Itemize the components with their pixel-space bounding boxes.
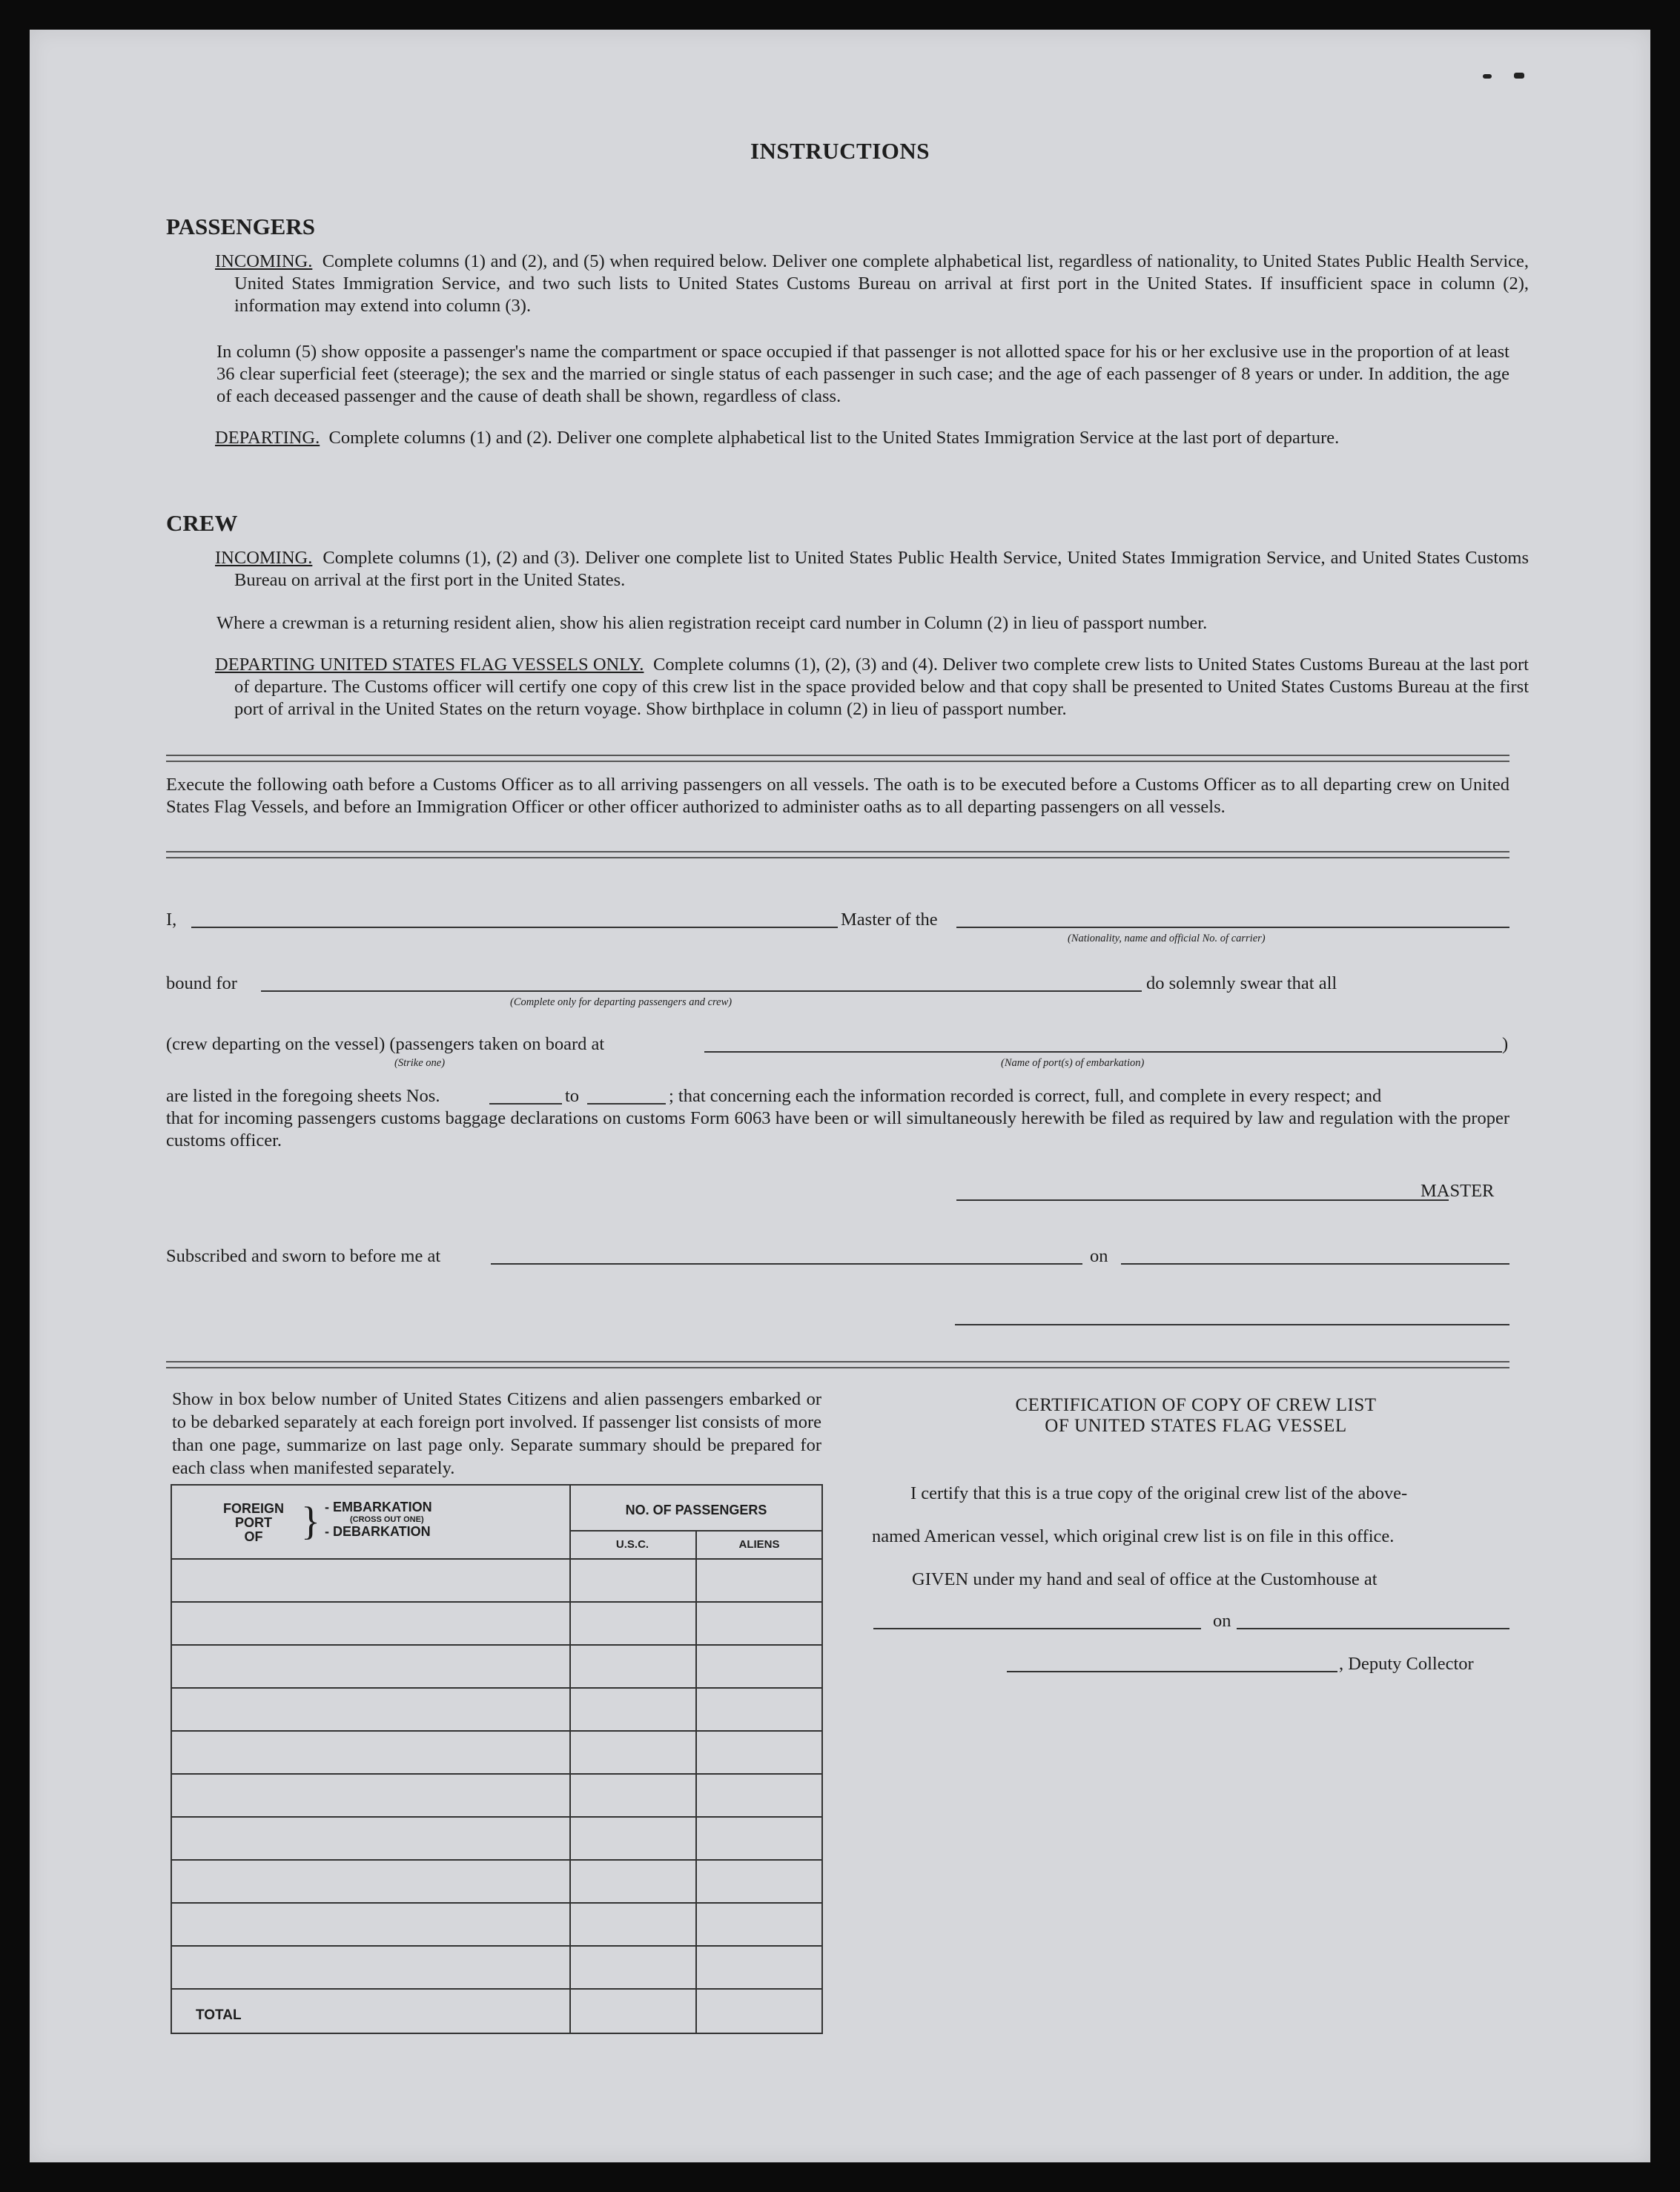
sworn-on-label: on	[1090, 1246, 1108, 1266]
close-paren: )	[1502, 1034, 1509, 1054]
oath-instructions: Execute the following oath before a Customs Officer as to all arriving passengers on all vessels. The oath is to be executed before a Customs Officer as to all departing crew on United States Flag Vessels, and before an Immigration Officer or other officer authorized to administer oaths as to all departing passengers on all vessels.	[166, 775, 1509, 817]
brace: }	[301, 1499, 320, 1543]
passengers-heading: PASSENGERS	[166, 213, 315, 239]
table-row[interactable]	[172, 1644, 821, 1646]
double-rule	[166, 851, 1509, 858]
crew-incoming-lead: INCOMING.	[215, 548, 313, 568]
embarkation-option: - EMBARKATION	[325, 1500, 432, 1514]
certify-line3: GIVEN under my hand and seal of office at the Customhouse at	[912, 1569, 1378, 1589]
destination-hint: (Complete only for departing passengers and crew)	[510, 996, 732, 1008]
embarkation-port-field[interactable]	[704, 1051, 1502, 1053]
strike-one-hint: (Strike one)	[394, 1057, 446, 1069]
passengers-incoming-lead: INCOMING.	[215, 251, 313, 271]
crew-incoming-paragraph	[215, 547, 1529, 592]
certification-heading-line2: OF UNITED STATES FLAG VESSEL	[1045, 1416, 1347, 1436]
master-name-field[interactable]	[191, 927, 838, 928]
crew-departing-paragraph	[215, 654, 1529, 721]
table-row[interactable]	[172, 1601, 821, 1603]
certify-on-label: on	[1213, 1611, 1231, 1631]
table-row[interactable]	[172, 1945, 821, 1947]
crew-departing-lead: DEPARTING UNITED STATES FLAG VESSELS ONLY.	[215, 655, 644, 675]
sheet-to-field[interactable]	[587, 1103, 666, 1105]
table-divider	[569, 1486, 571, 2033]
table-divider	[695, 1530, 697, 2033]
document-page	[30, 30, 1650, 2162]
swear-label: do solemnly swear that all	[1146, 973, 1337, 993]
crew-heading: CREW	[166, 510, 238, 536]
subscribed-label: Subscribed and sworn to before me at	[166, 1246, 441, 1266]
double-rule	[166, 1361, 1509, 1368]
sworn-date-field[interactable]	[1121, 1263, 1509, 1265]
page-title: INSTRUCTIONS	[750, 138, 930, 164]
table-row[interactable]	[172, 1988, 821, 1990]
no-passengers-header: NO. OF PASSENGERS	[625, 1503, 767, 1517]
total-label: TOTAL	[196, 2007, 242, 2023]
passengers-departing-paragraph	[215, 427, 1529, 449]
passengers-incoming-paragraph	[215, 251, 1529, 317]
crew-alien-paragraph: Where a crewman is a returning resident alien, show his alien registration receipt card number in Column (2) in lieu of passport number.	[216, 613, 1208, 633]
sworn-location-field[interactable]	[491, 1263, 1082, 1265]
table-header-rule	[172, 1558, 821, 1560]
sheets-label: are listed in the foregoing sheets Nos.	[166, 1086, 440, 1106]
table-divider	[569, 1530, 821, 1532]
table-row[interactable]	[172, 1859, 821, 1861]
double-rule	[166, 755, 1509, 762]
embark-debark-header	[325, 1500, 432, 1539]
deputy-signature-field[interactable]	[1007, 1671, 1337, 1672]
master-of-label: Master of the	[841, 910, 938, 930]
table-row[interactable]	[172, 1902, 821, 1904]
cross-out-note: (CROSS OUT ONE)	[350, 1515, 424, 1524]
embarkation-port-hint: (Name of port(s) of embarkation)	[1001, 1057, 1145, 1069]
table-row[interactable]	[172, 1687, 821, 1689]
master-signature-field[interactable]	[956, 1199, 1449, 1201]
summary-instructions: Show in box below number of United States Citizens and alien passengers embarked or to be debarked separately at each foreign port involved. If passenger list consists of more than one page, summarize on last page only. Separate summary should be prepared for each class when manifested separately.	[172, 1389, 821, 1478]
foreign-port-header: FOREIGN PORT OF	[222, 1501, 284, 1544]
passengers-incoming-text: Complete columns (1) and (2), and (5) when required below. Deliver one complete alphabetical list, regardless of nationality, to United States Public Health Service, United States Immigration Service, and two such lists to United States Customs Bureau on arrival at first port in the United States. If insufficient space in column (2), information may extend into column (3).	[234, 251, 1529, 316]
table-row[interactable]	[172, 1730, 821, 1732]
table-row[interactable]	[172, 1816, 821, 1818]
sheets-statement: ; that concerning each the information recorded is correct, full, and complete in every respect; and	[669, 1086, 1382, 1106]
passenger-summary-table	[171, 1484, 823, 2034]
usc-header: U.S.C.	[615, 1538, 649, 1551]
bound-for-label: bound for	[166, 973, 237, 993]
crew-departing-text: Complete columns (1), (2), (3) and (4). Deliver two complete crew lists to United States Customs Bureau at the last port of departure. The Customs officer will certify one copy of this crew list in the space provided below and that copy shall be presented to United States Customs Bureau at the first port of arrival in the United States on the return voyage. Show birthplace in column (2) in lieu of passport number.	[234, 655, 1529, 719]
certification-heading	[882, 1395, 1509, 1437]
crew-incoming-text: Complete columns (1), (2) and (3). Deliver one complete list to United States Public Health Service, United States Immigration Service, and United States Customs Bureau on arrival at the first port in the United States.	[234, 548, 1529, 590]
passengers-departing-text: Complete columns (1) and (2). Deliver one complete alphabetical list to the United States Immigration Service at the last port of departure.	[328, 428, 1340, 448]
certification-heading-line1: CERTIFICATION OF COPY OF CREW LIST	[1015, 1395, 1377, 1415]
debarkation-option: - DEBARKATION	[325, 1524, 431, 1539]
certify-line2: named American vessel, which original crew list is on file in this office.	[872, 1526, 1395, 1546]
passengers-column5-paragraph: In column (5) show opposite a passenger's name the compartment or space occupied if that passenger is not allotted space for his or her exclusive use in the proportion of at least 36 clear superficial feet (steerage); the sex and the married or single status of each passenger in such case; and the age of each passenger of 8 years or under. In addition, the age of each deceased passenger and the cause of death shall be shown, regardless of class.	[216, 342, 1509, 406]
scan-mark	[1483, 74, 1492, 79]
sheet-from-field[interactable]	[489, 1103, 562, 1105]
aliens-header: ALIENS	[738, 1538, 780, 1551]
oath-i-label: I,	[166, 910, 177, 930]
certify-date-field[interactable]	[1237, 1628, 1509, 1629]
officer-signature-field[interactable]	[955, 1324, 1509, 1325]
carrier-field[interactable]	[956, 927, 1509, 928]
baggage-statement: that for incoming passengers customs baggage declarations on customs Form 6063 have been or will simultaneously herewith be filed as required by law and regulation with the proper customs officer.	[166, 1108, 1509, 1150]
sheets-to-label: to	[565, 1086, 580, 1106]
scan-mark	[1514, 73, 1524, 79]
deputy-collector-label: , Deputy Collector	[1339, 1654, 1474, 1674]
destination-field[interactable]	[261, 990, 1142, 992]
certify-line1: I certify that this is a true copy of the original crew list of the above-	[910, 1483, 1408, 1503]
crew-passengers-label: (crew departing on the vessel) (passengers taken on board at	[166, 1034, 605, 1054]
table-row[interactable]	[172, 1773, 821, 1775]
carrier-hint: (Nationality, name and official No. of carrier)	[1068, 933, 1266, 944]
master-label: MASTER	[1421, 1181, 1495, 1201]
passengers-departing-lead: DEPARTING.	[215, 428, 320, 448]
customhouse-field[interactable]	[873, 1628, 1201, 1629]
